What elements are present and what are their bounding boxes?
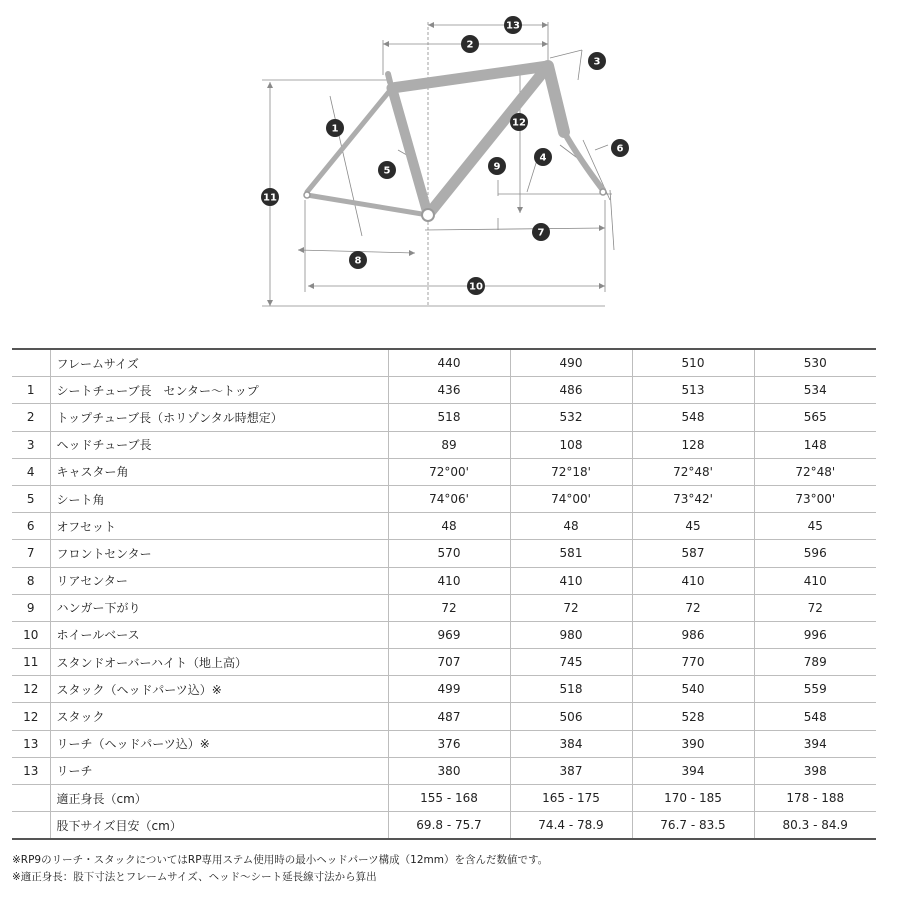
size-value-3: 73°00' xyxy=(754,485,876,512)
row-label: キャスター角 xyxy=(50,458,388,485)
size-value-3: 548 xyxy=(754,703,876,730)
size-value-1: 581 xyxy=(510,540,632,567)
row-label: スタック xyxy=(50,703,388,730)
size-value-0: 89 xyxy=(388,431,510,458)
bottom-bracket xyxy=(422,209,434,221)
row-number: 4 xyxy=(12,458,50,485)
row-number: 9 xyxy=(12,594,50,621)
row-label: シートチューブ長 センター〜トップ xyxy=(50,377,388,404)
size-value-0: 440 xyxy=(388,349,510,377)
row-label: ハンガー下がり xyxy=(50,594,388,621)
row-label: シート角 xyxy=(50,485,388,512)
callout-3 xyxy=(588,52,606,70)
size-value-0: 72 xyxy=(388,594,510,621)
footnote-rider-height: ※適正身長：股下寸法とフレームサイズ、ヘッド〜シート延長線寸法から算出 xyxy=(12,871,377,883)
size-value-3: 559 xyxy=(754,676,876,703)
size-value-0: 570 xyxy=(388,540,510,567)
size-value-2: 528 xyxy=(632,703,754,730)
size-value-3: 178 - 188 xyxy=(754,785,876,812)
size-value-3: 565 xyxy=(754,404,876,431)
size-value-1: 745 xyxy=(510,649,632,676)
table-row xyxy=(12,649,876,676)
row-number: 3 xyxy=(12,431,50,458)
svg-text:7: 7 xyxy=(537,227,545,239)
table-row xyxy=(12,785,876,812)
size-value-3: 410 xyxy=(754,567,876,594)
table-row xyxy=(12,513,876,540)
row-label: ヘッドチューブ長 xyxy=(50,431,388,458)
svg-text:10: 10 xyxy=(469,281,483,293)
row-label: スタック（ヘッドパーツ込）※ xyxy=(50,676,388,703)
size-value-1: 165 - 175 xyxy=(510,785,632,812)
size-value-0: 969 xyxy=(388,621,510,648)
size-value-0: 410 xyxy=(388,567,510,594)
rear-dropout xyxy=(304,192,310,198)
geometry-table xyxy=(12,348,876,840)
row-label: オフセット xyxy=(50,513,388,540)
size-value-2: 72 xyxy=(632,594,754,621)
row-number xyxy=(12,785,50,812)
size-value-2: 587 xyxy=(632,540,754,567)
table-header-row xyxy=(12,349,876,377)
size-value-0: 72°00' xyxy=(388,458,510,485)
footnote-stack-reach: ※RP9のリーチ・スタックについてはRP専用ステム使用時の最小ヘッドパーツ構成（12mm）を含んだ数値です。 xyxy=(12,854,549,866)
table-row xyxy=(12,404,876,431)
svg-text:9: 9 xyxy=(493,161,501,173)
size-value-2: 513 xyxy=(632,377,754,404)
size-value-2: 548 xyxy=(632,404,754,431)
size-value-0: 487 xyxy=(388,703,510,730)
geometry-table-body xyxy=(12,349,876,839)
size-value-3: 394 xyxy=(754,730,876,757)
callout-2 xyxy=(461,35,479,53)
row-number: 13 xyxy=(12,730,50,757)
callout-4 xyxy=(534,148,552,166)
callout-9 xyxy=(488,157,506,175)
svg-text:11: 11 xyxy=(263,192,277,204)
size-value-1: 518 xyxy=(510,676,632,703)
size-value-2: 394 xyxy=(632,757,754,784)
front-dropout xyxy=(600,189,606,195)
svg-text:13: 13 xyxy=(506,20,520,32)
callout-5 xyxy=(378,161,396,179)
svg-text:6: 6 xyxy=(616,143,624,155)
size-value-2: 128 xyxy=(632,431,754,458)
table-row xyxy=(12,377,876,404)
size-value-3: 530 xyxy=(754,349,876,377)
size-value-2: 410 xyxy=(632,567,754,594)
size-value-0: 380 xyxy=(388,757,510,784)
size-value-1: 532 xyxy=(510,404,632,431)
table-row xyxy=(12,540,876,567)
size-value-3: 398 xyxy=(754,757,876,784)
row-number: 13 xyxy=(12,757,50,784)
size-value-1: 486 xyxy=(510,377,632,404)
size-value-3: 534 xyxy=(754,377,876,404)
size-value-1: 74.4 - 78.9 xyxy=(510,812,632,840)
row-number: 12 xyxy=(12,703,50,730)
size-value-2: 540 xyxy=(632,676,754,703)
callout-7 xyxy=(532,223,550,241)
row-number: 11 xyxy=(12,649,50,676)
size-value-0: 436 xyxy=(388,377,510,404)
row-label: 適正身長（cm） xyxy=(50,785,388,812)
size-value-3: 72°48' xyxy=(754,458,876,485)
table-row xyxy=(12,757,876,784)
size-value-3: 996 xyxy=(754,621,876,648)
arrowheads xyxy=(267,22,605,306)
bicycle-frame xyxy=(307,66,603,215)
svg-text:4: 4 xyxy=(539,152,547,164)
row-number: 6 xyxy=(12,513,50,540)
row-number: 5 xyxy=(12,485,50,512)
svg-text:12: 12 xyxy=(512,117,526,129)
size-value-1: 384 xyxy=(510,730,632,757)
size-value-1: 74°00' xyxy=(510,485,632,512)
size-value-2: 390 xyxy=(632,730,754,757)
size-value-1: 506 xyxy=(510,703,632,730)
row-number: 10 xyxy=(12,621,50,648)
table-row xyxy=(12,458,876,485)
row-number: 7 xyxy=(12,540,50,567)
table-row xyxy=(12,703,876,730)
size-value-1: 72 xyxy=(510,594,632,621)
size-value-0: 155 - 168 xyxy=(388,785,510,812)
size-value-3: 596 xyxy=(754,540,876,567)
size-value-0: 518 xyxy=(388,404,510,431)
size-value-1: 490 xyxy=(510,349,632,377)
callout-10 xyxy=(467,277,485,295)
size-value-0: 376 xyxy=(388,730,510,757)
row-number: 1 xyxy=(12,377,50,404)
callout-1 xyxy=(326,119,344,137)
table-row xyxy=(12,812,876,840)
footnotes xyxy=(12,852,548,886)
size-value-0: 69.8 - 75.7 xyxy=(388,812,510,840)
row-number xyxy=(12,349,50,377)
size-value-2: 510 xyxy=(632,349,754,377)
size-value-0: 74°06' xyxy=(388,485,510,512)
size-value-2: 72°48' xyxy=(632,458,754,485)
size-value-1: 48 xyxy=(510,513,632,540)
row-number xyxy=(12,812,50,840)
row-number: 12 xyxy=(12,676,50,703)
row-label: フレームサイズ xyxy=(50,349,388,377)
frame-geometry-diagram xyxy=(0,0,900,330)
size-value-0: 707 xyxy=(388,649,510,676)
size-value-1: 108 xyxy=(510,431,632,458)
table-row xyxy=(12,567,876,594)
callout-11 xyxy=(261,188,279,206)
size-value-0: 499 xyxy=(388,676,510,703)
svg-text:3: 3 xyxy=(593,56,601,68)
row-label: リーチ xyxy=(50,757,388,784)
row-label: 股下サイズ目安（cm） xyxy=(50,812,388,840)
size-value-0: 48 xyxy=(388,513,510,540)
size-value-3: 72 xyxy=(754,594,876,621)
row-label: フロントセンター xyxy=(50,540,388,567)
table-row xyxy=(12,676,876,703)
row-number: 8 xyxy=(12,567,50,594)
size-value-2: 76.7 - 83.5 xyxy=(632,812,754,840)
size-value-1: 410 xyxy=(510,567,632,594)
svg-text:2: 2 xyxy=(466,39,474,51)
size-value-2: 770 xyxy=(632,649,754,676)
size-value-3: 148 xyxy=(754,431,876,458)
row-label: ホイールベース xyxy=(50,621,388,648)
guide-lines xyxy=(262,22,614,306)
callout-8 xyxy=(349,251,367,269)
svg-text:1: 1 xyxy=(331,123,339,135)
callout-12 xyxy=(510,113,528,131)
svg-text:8: 8 xyxy=(354,255,362,267)
row-label: リアセンター xyxy=(50,567,388,594)
size-value-1: 387 xyxy=(510,757,632,784)
table-row xyxy=(12,594,876,621)
size-value-2: 73°42' xyxy=(632,485,754,512)
size-value-1: 72°18' xyxy=(510,458,632,485)
table-row xyxy=(12,485,876,512)
size-value-3: 789 xyxy=(754,649,876,676)
table-row xyxy=(12,621,876,648)
table-row xyxy=(12,431,876,458)
row-label: トップチューブ長（ホリゾンタル時想定） xyxy=(50,404,388,431)
size-value-3: 80.3 - 84.9 xyxy=(754,812,876,840)
size-value-2: 170 - 185 xyxy=(632,785,754,812)
size-value-2: 45 xyxy=(632,513,754,540)
callout-6 xyxy=(611,139,629,157)
row-number: 2 xyxy=(12,404,50,431)
size-value-3: 45 xyxy=(754,513,876,540)
size-value-1: 980 xyxy=(510,621,632,648)
table-row xyxy=(12,730,876,757)
row-label: スタンドオーバーハイト（地上高） xyxy=(50,649,388,676)
svg-text:5: 5 xyxy=(383,165,391,177)
callout-13 xyxy=(504,16,522,34)
size-value-2: 986 xyxy=(632,621,754,648)
row-label: リーチ（ヘッドパーツ込）※ xyxy=(50,730,388,757)
